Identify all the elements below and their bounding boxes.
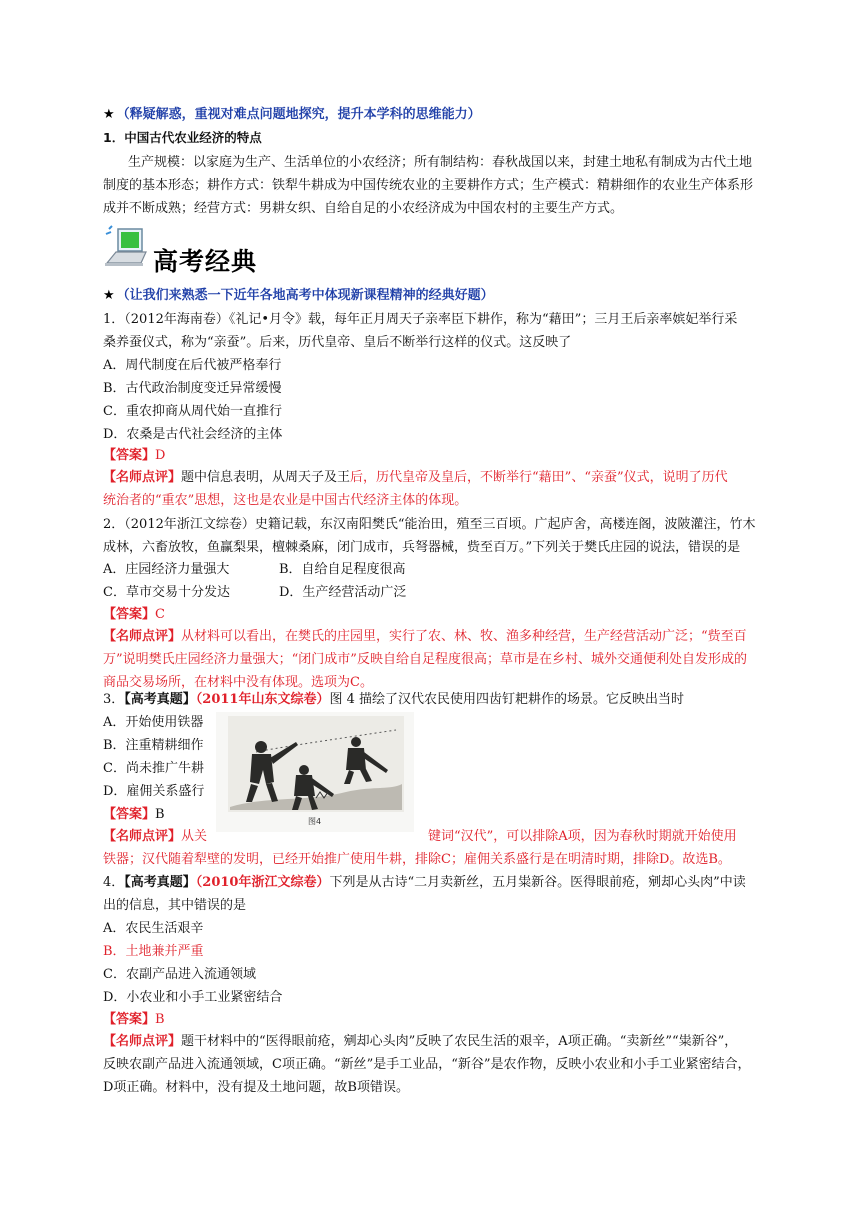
star-icon: ★: [103, 288, 115, 303]
q1-stem-2: 桑养蚕仪式，称为“亲蚕”。后来，历代皇帝、皇后不断举行这样的仪式。这反映了: [103, 335, 572, 350]
q1-comment-2: 统治者的“重农”思想，这也是农业是中国古代经济主体的体现。: [103, 493, 468, 508]
exam-note: （让我们来熟悉一下近年各地高考中体现新课程精神的经典好题）: [116, 288, 494, 303]
q2-stem-1: 2．（2012年浙江文综卷）史籍记载，东汉南阳樊氏“能治田，殖至三百顷。广起庐舍，高楼连阁，波陂灌注，竹木: [103, 517, 756, 532]
q2-option-d: D．生产经营活动广泛: [279, 585, 407, 600]
section-heading: 高考经典: [153, 247, 258, 276]
answer-label: 【答案】: [103, 807, 156, 822]
q2-comment-2: 万”说明樊氏庄园经济力量强大；“闭门成市”反映自给自足程度很高；草市是在乡村、城外交通便利处自发形成的: [103, 652, 747, 667]
q3-stem: [103, 691, 684, 709]
answer-label: 【答案】: [103, 448, 156, 463]
q4-stem-text: 下列是从古诗“二月卖新丝，五月粜新谷。医得眼前疮，剜却心头肉”中读: [329, 875, 746, 890]
comment-lead: 从材料可以看出，在樊氏: [181, 629, 325, 644]
figure-caption: 图4: [308, 817, 322, 826]
section1-line-3: 成并不断成熟；经营方式：男耕女织、自给自足的小农经济成为中国农村的主要生产方式。: [103, 201, 624, 216]
q4-source: （2010年浙江文综卷）: [195, 875, 330, 890]
comment-lead: 从关: [181, 829, 208, 844]
q4-option-a: A．农民生活艰辛: [103, 921, 204, 936]
q2-comment-3: 商品交易场所，在材料中没有体现。选项为C。: [103, 675, 373, 690]
comment-text: 的庄园里，实行了农、林、牧、渔多种经营，生产经营活动广泛；“赀至百: [324, 629, 747, 644]
comment-text: 题干材料中的“医得眼前疮，剜却心头肉”反映了农民生活的艰辛，A项正确。“卖新丝”“粜新谷”，: [181, 1034, 738, 1049]
q1-answer: [103, 447, 165, 465]
laptop-icon: [103, 225, 149, 271]
q4-tag: 【高考真题】: [124, 875, 196, 890]
q2-option-c: C．草市交易十分发达: [103, 585, 230, 600]
q3-answer: [103, 806, 165, 824]
han-farming-figure: [216, 712, 414, 832]
q1-option-a: A．周代制度在后代被严格奉行: [103, 358, 282, 373]
q3-stem-text: 图 4 描绘了汉代农民使用四齿钉耙耕作的场景。它反映出当时: [329, 692, 685, 707]
q4-answer: [103, 1011, 165, 1029]
q2-answer: [103, 606, 165, 624]
section1-line-1: 生产规模：以家庭为生产、生活单位的小农经济；所有制结构：春秋战国以来，封建土地私有制成为古代土地: [128, 155, 753, 170]
answer-label: 【答案】: [103, 607, 156, 622]
comment-label: 【名师点评】: [103, 829, 182, 844]
q3-option-b: B．注重精耕细作: [103, 738, 204, 753]
q4-comment-1: [103, 1033, 737, 1051]
comment-label: 【名师点评】: [103, 629, 182, 644]
q4-comment-2: 反映农副产品进入流通领域，C项正确。“新丝”是手工业品，“新谷”是农作物，反映小农业和小手工业紧密结合，: [103, 1057, 751, 1072]
q2-stem-2: 成林，六畜放牧，鱼赢梨果，檀棘桑麻，闭门成市，兵弩器械，赀至百万。”下列关于樊氏庄园的说法，错误的是: [103, 540, 741, 555]
q1-comment-1: [103, 469, 728, 487]
q3-comment-2: 铁器；汉代随着犁壁的发明，已经开始推广使用牛耕，排除C；雇佣关系盛行是在明清时期，排除D。故选B。: [103, 852, 731, 867]
q1-stem-1: 1．（2012年海南卷）《礼记•月令》载，每年正月周天子亲率臣下耕作，称为“藉田”；三月王后亲率嫔妃举行采: [103, 312, 738, 327]
q4-number: 4．: [103, 875, 125, 890]
intro-note-line: [103, 106, 481, 124]
q3-source: （2011年山东文综卷）: [195, 692, 330, 707]
comment-text: 后，历代皇帝及皇后，不断举行“藉田”、“亲蚕”仪式，说明了历代: [350, 470, 728, 485]
section1-title: 1．中国古代农业经济的特点: [103, 130, 262, 145]
q1-option-b: B．古代政治制度变迁异常缓慢: [103, 381, 282, 396]
q1-option-c: C．重农抑商从周代始一直推行: [103, 404, 282, 419]
star-icon: ★: [103, 107, 115, 122]
q4-stem-2: 出的信息，其中错误的是: [103, 898, 247, 913]
q3-option-c: C．尚未推广牛耕: [103, 761, 204, 776]
answer-value: C: [155, 607, 165, 622]
q3-comment-1b: 键词“汉代”，可以排除A项，因为春秋时期就开始使用: [428, 829, 737, 844]
q4-stem-1: [103, 874, 746, 892]
comment-label: 【名师点评】: [103, 1034, 182, 1049]
q3-tag: 【高考真题】: [124, 692, 196, 707]
q2-option-a: A．庄园经济力量强大: [103, 562, 230, 577]
answer-value: D: [155, 448, 166, 463]
q4-option-d: D．小农业和小手工业紧密结合: [103, 990, 283, 1005]
intro-note: （释疑解惑，重视对难点问题地探究，提升本学科的思维能力）: [116, 107, 481, 122]
comment-lead: 题中信息表明，从周天子及王: [181, 470, 351, 485]
q4-option-c: C．农副产品进入流通领域: [103, 967, 256, 982]
q3-option-d: D．雇佣关系盛行: [103, 784, 205, 799]
comment-label: 【名师点评】: [103, 470, 182, 485]
q2-option-b: B．自给自足程度很高: [279, 562, 406, 577]
section1-line-2: 制度的基本形态；耕作方式：铁犁牛耕成为中国传统农业的主要耕作方式；生产模式：精耕细作的农业生产体系形: [103, 178, 754, 193]
q3-number: 3．: [103, 692, 125, 707]
q4-option-b: B．土地兼并严重: [103, 944, 204, 959]
answer-value: B: [155, 1012, 165, 1027]
q3-comment-1: [103, 828, 207, 846]
answer-label: 【答案】: [103, 1012, 156, 1027]
q3-option-a: A．开始使用铁器: [103, 715, 204, 730]
q4-comment-3: D项正确。材料中，没有提及土地问题，故B项错误。: [103, 1080, 409, 1095]
q2-comment-1: [103, 628, 747, 646]
exam-note-line: [103, 287, 494, 305]
q1-option-d: D．农桑是古代社会经济的主体: [103, 427, 283, 442]
answer-value: B: [155, 807, 165, 822]
